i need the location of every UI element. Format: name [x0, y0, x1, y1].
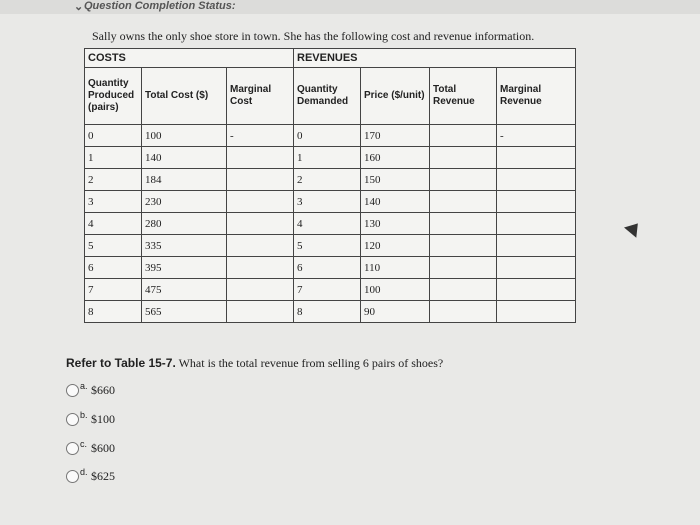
table-cell: 8 — [85, 301, 142, 323]
option-letter: d. — [80, 467, 88, 477]
option-label: $625 — [91, 469, 115, 483]
chevron-down-icon[interactable]: ⌄ — [74, 1, 84, 13]
column-headers — [85, 68, 576, 125]
table-cell — [497, 279, 576, 301]
table-cell: 170 — [361, 125, 430, 147]
radio-button[interactable] — [66, 442, 79, 455]
table-cell — [497, 191, 576, 213]
table-cell — [430, 125, 497, 147]
table-row — [85, 125, 576, 147]
option-label: $660 — [91, 383, 115, 397]
table-cell: 5 — [85, 235, 142, 257]
question-body: What is the total revenue from selling 6 pairs of shoes? — [175, 356, 444, 370]
revenues-section-header: REVENUES — [294, 49, 576, 68]
table-cell: 2 — [294, 169, 361, 191]
radio-button[interactable] — [66, 384, 79, 397]
table-cell: 7 — [85, 279, 142, 301]
table-cell: 3 — [294, 191, 361, 213]
table-cell: - — [497, 125, 576, 147]
table-cell — [430, 147, 497, 169]
costs-section-header: COSTS — [85, 49, 294, 68]
option-letter: c. — [80, 439, 88, 449]
col-header-marginal-revenue: Marginal Revenue — [497, 68, 576, 125]
col-header-total-cost: Total Cost ($) — [142, 68, 227, 125]
col-header-price: Price ($/unit) — [361, 68, 430, 125]
table-cell — [227, 301, 294, 323]
table-cell: 335 — [142, 235, 227, 257]
table-row — [85, 279, 576, 301]
table-row — [85, 301, 576, 323]
table-cell: 140 — [142, 147, 227, 169]
table-cell: 110 — [361, 257, 430, 279]
question-status-label: Question Completion Status: — [84, 0, 236, 12]
table-cell — [497, 301, 576, 323]
table-cell: 4 — [85, 213, 142, 235]
table-cell — [227, 147, 294, 169]
table-cell — [227, 213, 294, 235]
table-cell: 1 — [85, 147, 142, 169]
table-cell — [430, 235, 497, 257]
table-cell — [430, 301, 497, 323]
table-cell: 565 — [142, 301, 227, 323]
table-cell — [497, 169, 576, 191]
table-cell — [227, 279, 294, 301]
option-label: $600 — [91, 441, 115, 455]
table-cell: 475 — [142, 279, 227, 301]
table-cell — [227, 191, 294, 213]
table-cell — [430, 191, 497, 213]
question-text — [66, 356, 443, 371]
table-row — [85, 147, 576, 169]
col-header-qty-demanded: Quantity Demanded — [294, 68, 361, 125]
table-cell: 0 — [85, 125, 142, 147]
table-row — [85, 257, 576, 279]
table-cell: 1 — [294, 147, 361, 169]
table-row — [85, 191, 576, 213]
table-cell: 4 — [294, 213, 361, 235]
table-cell: 100 — [361, 279, 430, 301]
table-cell: 130 — [361, 213, 430, 235]
question-intro: Sally owns the only shoe store in town. She has the following cost and revenue information. — [92, 29, 535, 43]
table-cell — [227, 169, 294, 191]
table-cell — [430, 279, 497, 301]
table-row — [85, 235, 576, 257]
table-cell: 395 — [142, 257, 227, 279]
option-letter: b. — [80, 410, 88, 420]
table-cell: 0 — [294, 125, 361, 147]
table-cell: 184 — [142, 169, 227, 191]
table-cell: 5 — [294, 235, 361, 257]
mouse-pointer-icon — [624, 218, 644, 237]
table-cell: - — [227, 125, 294, 147]
radio-button[interactable] — [66, 413, 79, 426]
option-letter: a. — [80, 381, 88, 391]
table-cell: 2 — [85, 169, 142, 191]
question-status-bar — [0, 0, 700, 14]
table-cell: 100 — [142, 125, 227, 147]
table-row — [85, 169, 576, 191]
table-cell: 140 — [361, 191, 430, 213]
table-cell: 7 — [294, 279, 361, 301]
col-header-marginal-cost: Marginal Cost — [227, 68, 294, 125]
question-table-ref: Refer to Table 15-7. — [66, 356, 176, 370]
table-cell — [430, 257, 497, 279]
table-cell — [227, 257, 294, 279]
table-cell: 280 — [142, 213, 227, 235]
table-cell — [430, 169, 497, 191]
table-cell — [497, 147, 576, 169]
table-cell: 8 — [294, 301, 361, 323]
table-cell — [430, 213, 497, 235]
table-cell — [497, 257, 576, 279]
table-cell: 90 — [361, 301, 430, 323]
table-cell: 160 — [361, 147, 430, 169]
table-cell: 150 — [361, 169, 430, 191]
table-cell: 230 — [142, 191, 227, 213]
table-cell: 3 — [85, 191, 142, 213]
cost-revenue-table — [84, 48, 576, 323]
table-row — [85, 213, 576, 235]
col-header-total-revenue: Total Revenue — [430, 68, 497, 125]
table-cell: 120 — [361, 235, 430, 257]
table-cell — [497, 213, 576, 235]
option-label: $100 — [91, 412, 115, 426]
table-cell: 6 — [85, 257, 142, 279]
table-cell — [227, 235, 294, 257]
table-cell: 6 — [294, 257, 361, 279]
table-cell — [497, 235, 576, 257]
col-header-qty-produced: Quantity Produced (pairs) — [85, 68, 142, 125]
radio-button[interactable] — [66, 470, 79, 483]
